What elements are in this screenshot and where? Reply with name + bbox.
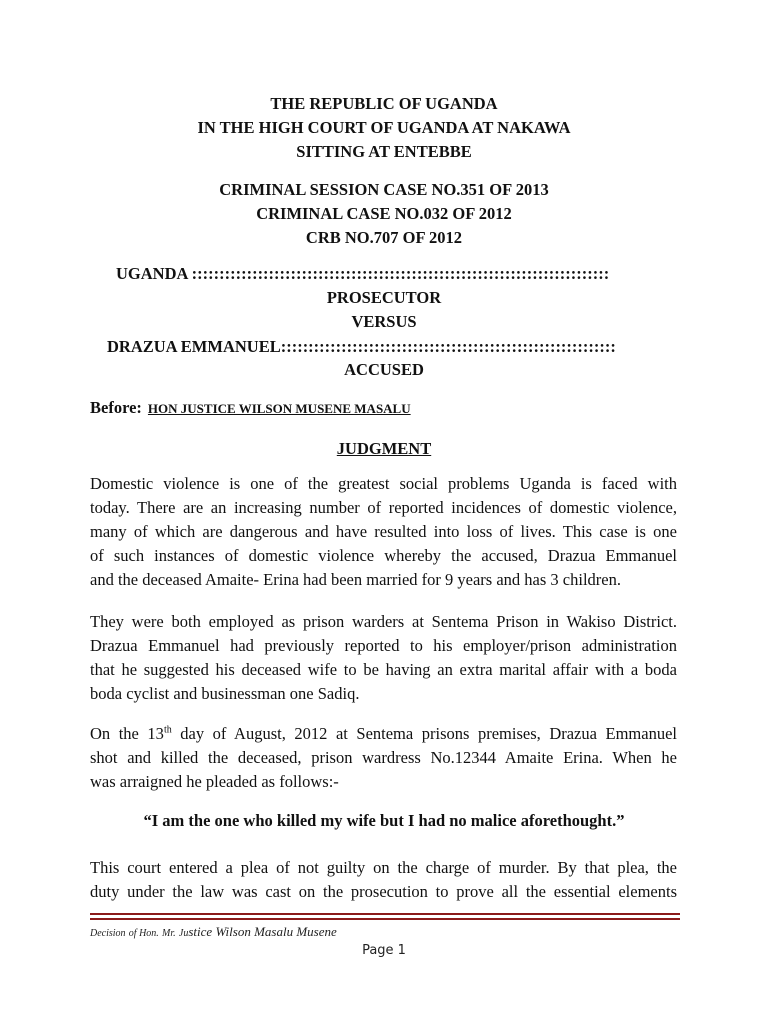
versus-label: VERSUS bbox=[351, 312, 417, 331]
paragraph-line: shot and killed the deceased, prison wardress No.12344 Amaite Erina. When he bbox=[90, 748, 677, 767]
footer-rule-top bbox=[90, 913, 680, 915]
before-label: Before: bbox=[90, 398, 142, 417]
paragraph-4 bbox=[90, 856, 677, 904]
paragraph-line: was arraigned he pleaded as follows:- bbox=[90, 772, 339, 791]
paragraph-2 bbox=[90, 610, 677, 706]
paragraph-line: of such instances of domestic violence whereby the accused, Drazua Emmanuel bbox=[90, 546, 677, 565]
paragraph-line: Drazua Emmanuel had previously reported to his employer/prison administration bbox=[90, 636, 677, 655]
paragraph-line: and the deceased Amaite- Erina had been married for 9 years and has 3 children. bbox=[90, 570, 621, 589]
prosecution-party: UGANDA :::::::::::::::::::::::::::::::::::::::::::::::::::::::::::::::::::::::::::: bbox=[116, 264, 610, 283]
paragraph-line bbox=[90, 722, 677, 746]
paragraph-line: This court entered a plea of not guilty on the charge of murder. By that plea, the bbox=[90, 858, 677, 877]
accused-role: ACCUSED bbox=[344, 360, 424, 379]
page-number: Page 1 bbox=[362, 943, 406, 958]
judge-name: HON JUSTICE WILSON MUSENE MASALU bbox=[147, 401, 411, 416]
criminal-case-number: CRIMINAL CASE NO.032 OF 2012 bbox=[256, 204, 512, 223]
heading-republic: THE REPUBLIC OF UGANDA bbox=[270, 94, 498, 113]
footer-attribution bbox=[90, 924, 337, 940]
court-heading bbox=[0, 92, 768, 164]
accused-party: DRAZUA EMMANUEL::::::::::::::::::::::::::::::::::::::::::::::::::::::::::::: bbox=[107, 337, 616, 356]
heading-court: IN THE HIGH COURT OF UGANDA AT NAKAWA bbox=[197, 118, 571, 137]
footer-judge-name: stice Wilson Masalu Musene bbox=[188, 924, 337, 939]
crb-number: CRB NO.707 OF 2012 bbox=[305, 228, 463, 247]
plea-quote: “I am the one who killed my wife but I had no malice aforethought.” bbox=[143, 811, 625, 830]
footer-of-hon: of Hon. bbox=[128, 928, 159, 939]
footer-decision: Decision bbox=[90, 928, 126, 939]
ordinal-suffix: th bbox=[163, 724, 172, 736]
paragraph-line: many of which are dangerous and have resulted into loss of lives. This case is one bbox=[90, 522, 677, 541]
paragraph-line: Domestic violence is one of the greatest social problems Uganda is faced with bbox=[90, 474, 677, 493]
date-day: On the 13 bbox=[90, 724, 164, 743]
paragraph-line: that he suggested his deceased wife to be having an extra marital affair with a boda bbox=[90, 660, 677, 679]
paragraph-line: today. There are an increasing number of reported incidences of domestic violence, bbox=[90, 498, 677, 517]
session-case-number: CRIMINAL SESSION CASE NO.351 OF 2013 bbox=[219, 180, 549, 199]
before-line bbox=[90, 396, 411, 421]
footer-mr: Mr. bbox=[162, 928, 176, 939]
judgment-title: JUDGMENT bbox=[336, 439, 432, 458]
footer-ju: Ju bbox=[178, 928, 189, 939]
paragraph-line: boda cyclist and businessman one Sadiq. bbox=[90, 684, 360, 703]
paragraph-line: They were both employed as prison warders at Sentema Prison in Wakiso District. bbox=[90, 612, 677, 631]
case-numbers bbox=[0, 178, 768, 250]
footer-rule-bottom bbox=[90, 918, 680, 920]
prosecutor-role: PROSECUTOR bbox=[326, 288, 442, 307]
date-rest: day of August, 2012 at Sentema prisons premises, Drazua Emmanuel bbox=[171, 724, 677, 743]
paragraph-3 bbox=[90, 722, 677, 794]
paragraph-1 bbox=[90, 472, 677, 592]
paragraph-line: duty under the law was cast on the prosecution to prove all the essential elements bbox=[90, 882, 677, 901]
heading-sitting: SITTING AT ENTEBBE bbox=[296, 142, 472, 161]
